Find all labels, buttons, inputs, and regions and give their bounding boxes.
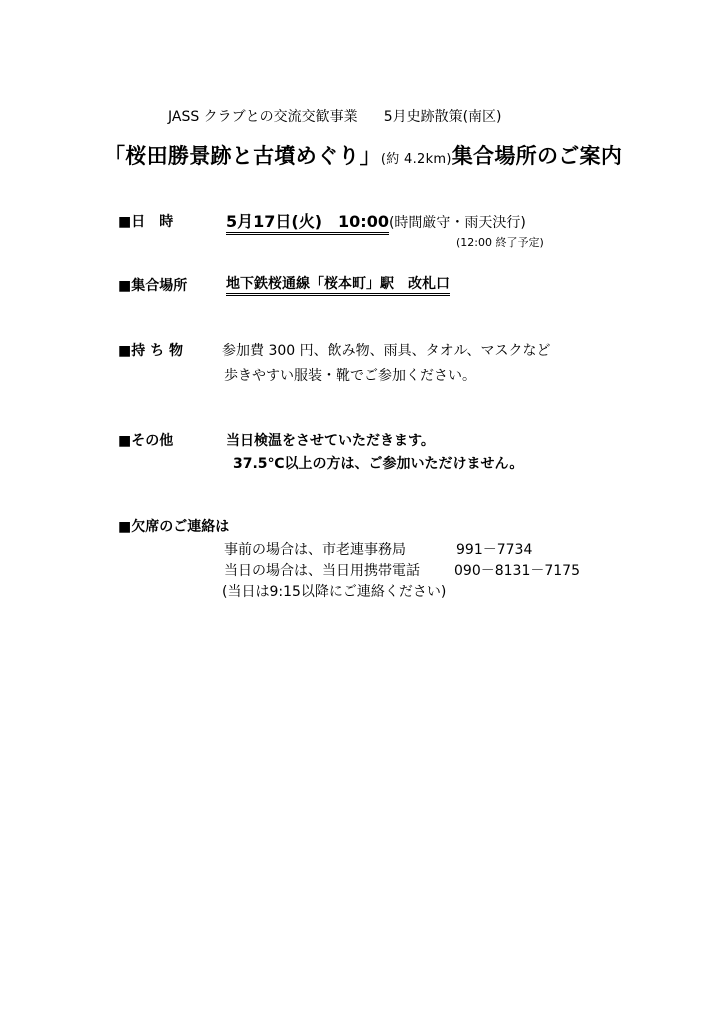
title-tail: 集合場所のご案内 <box>451 144 623 168</box>
absence-line-2-text: 当日の場合は、当日用携帯電話 <box>224 563 420 579</box>
place-label: ■集合場所 <box>118 278 188 294</box>
office-phone: 991－7734 <box>456 542 533 558</box>
items-line-2: 歩きやすい服装・靴でご参加ください。 <box>224 368 476 384</box>
absence-label: ■欠席のご連絡は <box>118 519 230 535</box>
datetime-value: 5月17日(火) 10:00 <box>226 212 389 235</box>
datetime-note: (時間厳守・雨天決行) <box>388 215 526 231</box>
items-label: ■持 ち 物 <box>118 343 183 359</box>
end-time-note: (12:00 終了予定) <box>456 236 544 249</box>
other-label: ■その他 <box>118 433 174 449</box>
place-value: 地下鉄桜通線「桜本町」駅 改札口 <box>226 276 450 296</box>
absence-line-3: (当日は9:15以降にご連絡ください) <box>222 584 447 600</box>
absence-line-1-text: 事前の場合は、市老連事務局 <box>224 542 406 558</box>
title-distance: (約 4.2km) <box>380 152 452 167</box>
absence-line-2 <box>224 560 420 580</box>
items-line-1: 参加費 300 円、飲み物、雨具、タオル、マスクなど <box>222 343 551 359</box>
absence-line-1 <box>224 539 406 559</box>
datetime-row <box>226 209 526 232</box>
header-line <box>168 106 502 126</box>
page-title <box>104 140 622 170</box>
mobile-phone: 090－8131－7175 <box>454 563 580 579</box>
other-line-1: 当日検温をさせていただきます。 <box>226 433 435 449</box>
datetime-label: ■日 時 <box>118 214 174 230</box>
header-event: JASS クラブとの交流交歓事業 <box>168 109 358 125</box>
header-sub: 5月史跡散策(南区) <box>383 109 502 125</box>
title-main: 「桜田勝景跡と古墳めぐり」 <box>104 144 381 168</box>
other-line-2: 37.5℃以上の方は、ご参加いただけません。 <box>233 456 524 472</box>
place-row <box>226 273 450 293</box>
